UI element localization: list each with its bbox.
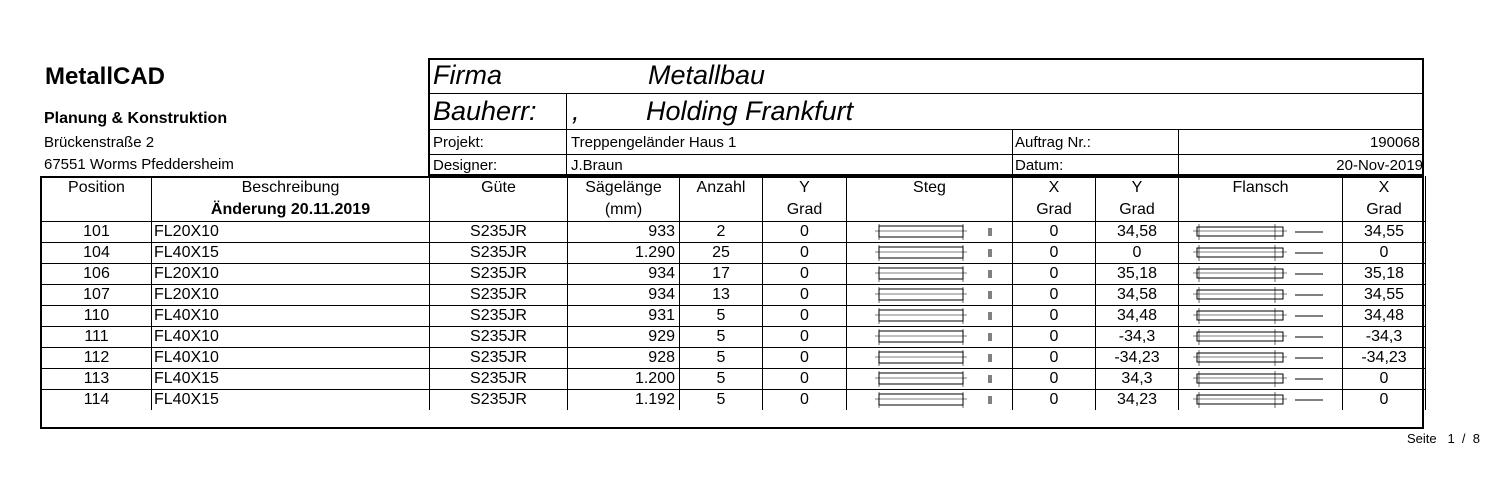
designer-label: Designer: xyxy=(433,157,498,174)
length-cell: 1.200 xyxy=(568,368,680,389)
y2-angle-cell: -34,23 xyxy=(1096,347,1179,368)
company-subtitle: Planung & Konstruktion xyxy=(44,110,228,127)
y2-angle-cell: 34,58 xyxy=(1096,284,1179,305)
steg-sketch xyxy=(847,305,1013,326)
company-street: Brückenstraße 2 xyxy=(44,134,155,151)
x-angle-cell: 0 xyxy=(1013,347,1096,368)
y2-angle-cell: 34,58 xyxy=(1096,221,1179,242)
steg-sketch xyxy=(847,221,1013,242)
position-cell: 104 xyxy=(42,242,152,263)
x2-angle-cell: 0 xyxy=(1343,242,1426,263)
description-cell: FL40X15 xyxy=(152,368,430,389)
y-angle-cell: 0 xyxy=(763,242,847,263)
datum-label: Datum: xyxy=(1015,157,1064,174)
x2-angle-cell: -34,3 xyxy=(1343,326,1426,347)
y2-angle-cell: 34,3 xyxy=(1096,368,1179,389)
col-subheader: Änderung 20.11.2019 xyxy=(152,199,430,221)
col-subheader: Grad xyxy=(763,199,847,221)
grade-cell: S235JR xyxy=(430,389,568,410)
auftrag-value: 190068 xyxy=(1369,134,1420,151)
quantity-cell: 5 xyxy=(680,326,763,347)
x-angle-cell: 0 xyxy=(1013,221,1096,242)
flansch-sketch xyxy=(1179,242,1343,263)
position-cell: 107 xyxy=(42,284,152,305)
x2-angle-cell: 0 xyxy=(1343,389,1426,410)
subheader-row xyxy=(42,199,1426,221)
steg-sketch xyxy=(847,242,1013,263)
bauherr-label: Bauherr: xyxy=(433,96,537,126)
col-subheader xyxy=(430,199,568,221)
x-angle-cell: 0 xyxy=(1013,368,1096,389)
x-angle-cell: 0 xyxy=(1013,263,1096,284)
table-row xyxy=(42,389,1426,410)
bauherr-value: Holding Frankfurt xyxy=(646,96,854,126)
steg-sketch xyxy=(847,284,1013,305)
x-angle-cell: 0 xyxy=(1013,305,1096,326)
col-subheader: Grad xyxy=(1096,199,1179,221)
header-divider xyxy=(1178,129,1179,176)
firma-value: Metallbau xyxy=(648,60,766,90)
description-cell: FL40X15 xyxy=(152,389,430,410)
col-subheader xyxy=(1179,199,1343,221)
position-cell: 110 xyxy=(42,305,152,326)
x-angle-cell: 0 xyxy=(1013,284,1096,305)
x2-angle-cell: 34,48 xyxy=(1343,305,1426,326)
designer-value: J.Braun xyxy=(571,157,623,174)
position-cell: 101 xyxy=(42,221,152,242)
grade-cell: S235JR xyxy=(430,326,568,347)
y-angle-cell: 0 xyxy=(763,305,847,326)
y-angle-cell: 0 xyxy=(763,326,847,347)
length-cell: 1.290 xyxy=(568,242,680,263)
y-angle-cell: 0 xyxy=(763,389,847,410)
length-cell: 931 xyxy=(568,305,680,326)
length-cell: 928 xyxy=(568,347,680,368)
table-row xyxy=(42,284,1426,305)
length-cell: 929 xyxy=(568,326,680,347)
page-current: 1 xyxy=(1447,431,1455,446)
x2-angle-cell: -34,23 xyxy=(1343,347,1426,368)
col-header: Y xyxy=(1096,176,1179,199)
flansch-sketch xyxy=(1179,326,1343,347)
steg-sketch xyxy=(847,347,1013,368)
flansch-sketch xyxy=(1179,284,1343,305)
col-header: Flansch xyxy=(1179,176,1343,199)
description-cell: FL20X10 xyxy=(152,221,430,242)
description-cell: FL40X10 xyxy=(152,305,430,326)
projekt-label: Projekt: xyxy=(433,134,484,151)
x-angle-cell: 0 xyxy=(1013,242,1096,263)
col-header: Sägelänge xyxy=(568,176,680,199)
col-header: Güte xyxy=(430,176,568,199)
company-name: MetallCAD xyxy=(45,63,166,90)
quantity-cell: 2 xyxy=(680,221,763,242)
quantity-cell: 5 xyxy=(680,305,763,326)
table-row xyxy=(42,221,1426,242)
y2-angle-cell: -34,3 xyxy=(1096,326,1179,347)
col-subheader: (mm) xyxy=(568,199,680,221)
col-header: X xyxy=(1013,176,1096,199)
grade-cell: S235JR xyxy=(430,242,568,263)
description-cell: FL40X15 xyxy=(152,242,430,263)
header-divider xyxy=(566,93,567,176)
steg-sketch xyxy=(847,368,1013,389)
auftrag-label: Auftrag Nr.: xyxy=(1015,134,1091,151)
quantity-cell: 5 xyxy=(680,368,763,389)
col-subheader xyxy=(42,199,152,221)
x2-angle-cell: 34,55 xyxy=(1343,284,1426,305)
length-cell: 1.192 xyxy=(568,389,680,410)
quantity-cell: 5 xyxy=(680,347,763,368)
table-row xyxy=(42,368,1426,389)
header-divider xyxy=(428,129,1424,130)
firma-label: Firma xyxy=(433,60,502,90)
y2-angle-cell: 35,18 xyxy=(1096,263,1179,284)
y2-angle-cell: 34,23 xyxy=(1096,389,1179,410)
page-label: Seite xyxy=(1406,431,1437,446)
table-row xyxy=(42,347,1426,368)
quantity-cell: 13 xyxy=(680,284,763,305)
steg-sketch xyxy=(847,389,1013,410)
col-subheader xyxy=(847,199,1013,221)
company-city: 67551 Worms Pfeddersheim xyxy=(44,156,234,173)
quantity-cell: 5 xyxy=(680,389,763,410)
x-angle-cell: 0 xyxy=(1013,326,1096,347)
grade-cell: S235JR xyxy=(430,368,568,389)
description-cell: FL20X10 xyxy=(152,284,430,305)
y-angle-cell: 0 xyxy=(763,347,847,368)
header-divider xyxy=(428,93,1424,94)
flansch-sketch xyxy=(1179,368,1343,389)
y-angle-cell: 0 xyxy=(763,221,847,242)
flansch-sketch xyxy=(1179,305,1343,326)
position-cell: 112 xyxy=(42,347,152,368)
projekt-value: Treppengeländer Haus 1 xyxy=(571,134,737,151)
quantity-cell: 25 xyxy=(680,242,763,263)
table-row xyxy=(42,263,1426,284)
x-angle-cell: 0 xyxy=(1013,389,1096,410)
grade-cell: S235JR xyxy=(430,284,568,305)
col-subheader: Grad xyxy=(1013,199,1096,221)
description-cell: FL40X10 xyxy=(152,347,430,368)
x2-angle-cell: 0 xyxy=(1343,368,1426,389)
steg-sketch xyxy=(847,326,1013,347)
datum-value: 20-Nov-2019 xyxy=(1336,157,1423,174)
flansch-sketch xyxy=(1179,263,1343,284)
col-header: Steg xyxy=(847,176,1013,199)
length-cell: 934 xyxy=(568,263,680,284)
bauherr-prefix: , xyxy=(572,96,580,126)
table-row xyxy=(42,326,1426,347)
steg-sketch xyxy=(847,263,1013,284)
y-angle-cell: 0 xyxy=(763,263,847,284)
grade-cell: S235JR xyxy=(430,347,568,368)
flansch-sketch xyxy=(1179,389,1343,410)
quantity-cell: 17 xyxy=(680,263,763,284)
col-header: Beschreibung xyxy=(152,176,430,199)
parts-table xyxy=(41,176,1426,410)
x2-angle-cell: 34,55 xyxy=(1343,221,1426,242)
header-divider xyxy=(428,154,1424,155)
description-cell: FL20X10 xyxy=(152,263,430,284)
position-cell: 106 xyxy=(42,263,152,284)
y-angle-cell: 0 xyxy=(763,368,847,389)
grade-cell: S235JR xyxy=(430,263,568,284)
grade-cell: S235JR xyxy=(430,305,568,326)
col-subheader xyxy=(680,199,763,221)
x2-angle-cell: 35,18 xyxy=(1343,263,1426,284)
col-header: Anzahl xyxy=(680,176,763,199)
page-total: 8 xyxy=(1472,431,1480,446)
y-angle-cell: 0 xyxy=(763,284,847,305)
flansch-sketch xyxy=(1179,221,1343,242)
position-cell: 113 xyxy=(42,368,152,389)
y2-angle-cell: 0 xyxy=(1096,242,1179,263)
header-row xyxy=(42,176,1426,199)
col-header: Y xyxy=(763,176,847,199)
table-row xyxy=(42,242,1426,263)
y2-angle-cell: 34,48 xyxy=(1096,305,1179,326)
position-cell: 111 xyxy=(42,326,152,347)
page-sep: / xyxy=(1461,431,1466,446)
length-cell: 934 xyxy=(568,284,680,305)
col-header: X xyxy=(1343,176,1426,199)
page-indicator xyxy=(1407,431,1480,446)
table-row xyxy=(42,305,1426,326)
description-cell: FL40X10 xyxy=(152,326,430,347)
col-subheader: Grad xyxy=(1343,199,1426,221)
length-cell: 933 xyxy=(568,221,680,242)
header-divider xyxy=(1012,129,1013,176)
flansch-sketch xyxy=(1179,347,1343,368)
grade-cell: S235JR xyxy=(430,221,568,242)
col-header: Position xyxy=(42,176,152,199)
position-cell: 114 xyxy=(42,389,152,410)
